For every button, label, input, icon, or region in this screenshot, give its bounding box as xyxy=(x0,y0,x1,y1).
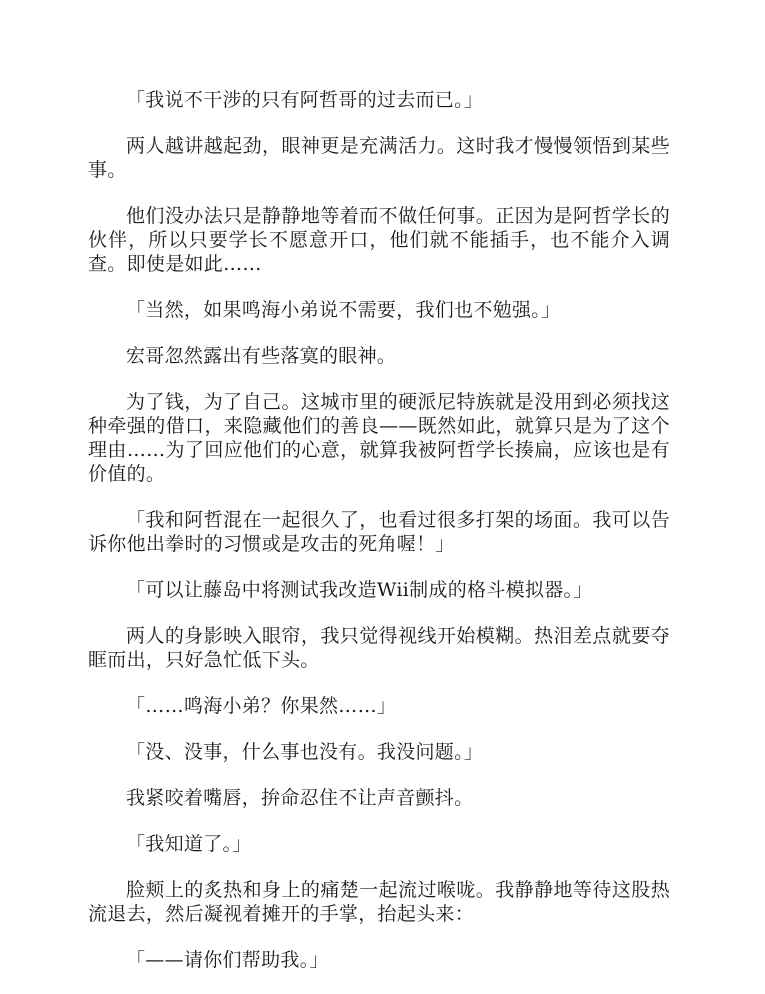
paragraph-narration: 他们没办法只是静静地等着而不做任何事。正因为是阿哲学长的伙伴，所以只要学长不愿意开口，他们就不能插手，也不能介入调查。即使是如此…… xyxy=(88,205,670,275)
paragraph-dialogue: 「……鸣海小弟？你果然……」 xyxy=(126,695,397,717)
paragraph-narration: 为了钱，为了自己。这城市里的硬派尼特族就是没用到必须找这种牵强的借口，来隐藏他们的善良——既然如此，就算只是为了这个理由……为了回应他们的心意，就算我被阿哲学长揍扁，应该也是有价值的。 xyxy=(88,391,670,485)
paragraph-dialogue: 「我和阿哲混在一起很久了，也看过很多打架的场面。我可以告诉你他出拳时的习惯或是攻击的死角喔！」 xyxy=(88,509,670,555)
paragraph-dialogue: 「我说不干涉的只有阿哲哥的过去而已。」 xyxy=(126,89,484,111)
paragraph-narration: 宏哥忽然露出有些落寞的眼神。 xyxy=(126,345,397,367)
paragraph-narration: 两人越讲越起劲，眼神更是充满活力。这时我才慢慢领悟到某些事。 xyxy=(88,135,670,181)
paragraph-narration: 两人的身影映入眼帘，我只觉得视线开始模糊。热泪差点就要夺眶而出，只好急忙低下头。 xyxy=(88,625,670,671)
paragraph-dialogue: 「当然，如果鸣海小弟说不需要，我们也不勉强。」 xyxy=(126,299,561,321)
paragraph-narration: 我紧咬着嘴唇，拚命忍住不让声音颤抖。 xyxy=(126,787,474,809)
paragraph-dialogue: 「我知道了。」 xyxy=(126,833,252,855)
paragraph-dialogue: 「没、没事，什么事也没有。我没问题。」 xyxy=(126,741,484,763)
paragraph-dialogue: 「——请你们帮助我。」 xyxy=(126,949,329,971)
document-page xyxy=(88,88,670,994)
paragraph-narration: 脸颊上的炙热和身上的痛楚一起流过喉咙。我静静地等待这股热流退去，然后凝视着摊开的手掌，抬起头来： xyxy=(88,879,670,925)
paragraph-dialogue: 「可以让藤岛中将测试我改造Wii制成的格斗模拟器。」 xyxy=(126,579,593,601)
